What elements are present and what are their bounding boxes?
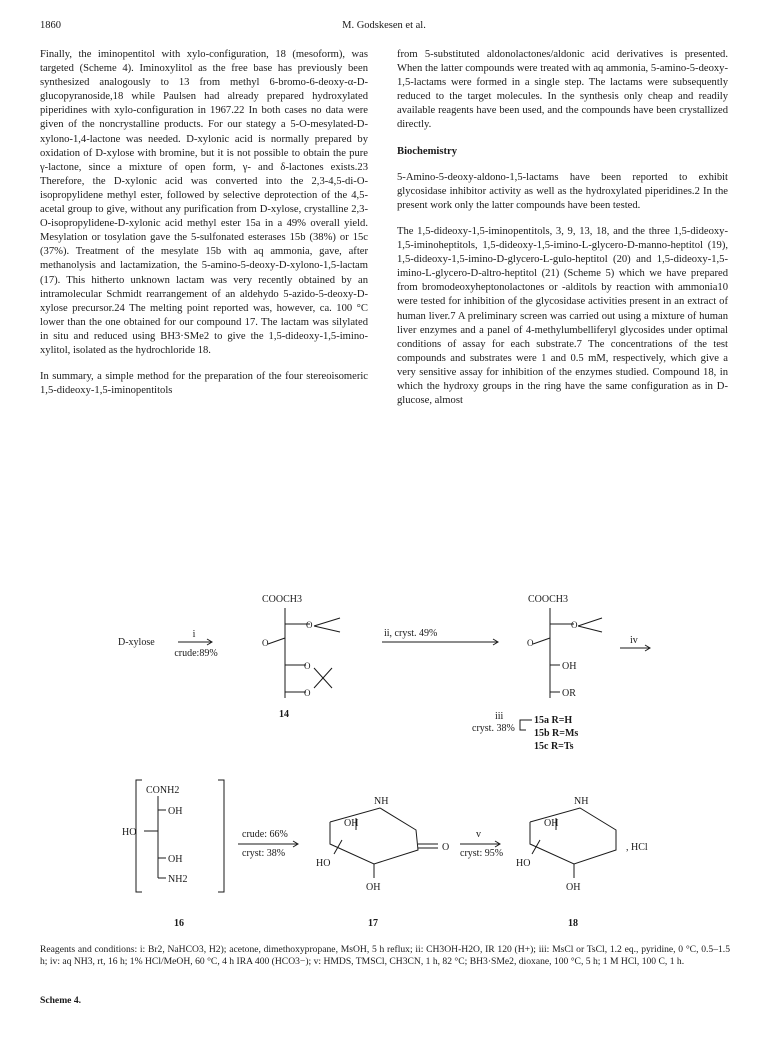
ester-group-15: COOCH3 — [528, 594, 569, 605]
ring-oxygen-14b: O — [262, 638, 269, 648]
ring-oxygen-14c: O — [304, 661, 311, 671]
nh2-16: NH2 — [168, 874, 188, 885]
ho-16: HO — [122, 827, 137, 838]
ring-oxygen-14a: O — [306, 620, 313, 630]
step-i-label: i — [192, 629, 196, 640]
scheme-caption — [40, 944, 730, 968]
compound-16-number: 16 — [174, 918, 184, 929]
ester-group-14: COOCH3 — [262, 594, 303, 605]
step-i-yield: crude:89% — [174, 648, 218, 659]
step-iv-label: iv — [630, 635, 638, 646]
amide-group-16: CONH2 — [146, 785, 180, 796]
oh-16-upper: OH — [168, 806, 183, 817]
step-iii-label: iii — [495, 711, 504, 722]
right-column — [397, 48, 728, 420]
or-label-15: OR — [562, 688, 576, 699]
oh-17-bottom: OH — [366, 882, 381, 893]
running-head: M. Godskesen et al. — [342, 20, 426, 31]
ring-oxygen-15a: O — [571, 620, 578, 630]
oh-18-bottom: OH — [566, 882, 581, 893]
ring-ho-18: HO — [516, 858, 531, 869]
nh-17: NH — [374, 796, 389, 807]
compound-15a: 15a R=H — [534, 715, 573, 726]
ring-oh-18: OH — [544, 818, 559, 829]
compound-17-number: 17 — [368, 918, 378, 929]
step-v-label: v — [476, 829, 481, 840]
compound-14-number: 14 — [279, 709, 289, 720]
right-paragraph-2: 5-Amino-5-deoxy-aldono-1,5-lactams have been reported to exhibit glycosidase inhibitor activity as well as the hydroxylated piperidines.2 In the present work only the latter compounds have been tested. — [397, 171, 728, 211]
section-heading-biochemistry: Biochemistry — [397, 145, 458, 157]
arrow-cryst-yield: cryst: 38% — [242, 848, 286, 859]
left-column — [40, 48, 368, 410]
right-paragraph-3: The 1,5-dideoxy-1,5-iminopentitols, 3, 9, 13, 18, and the three 1,5-dideoxy-1,5-iminoheptitols, 1,5-dideoxy-1,5-imino-L-glycero-D-manno-heptitol (19), 1,5-dideoxy-1,5-imino-D-glycero-L-gulo-heptitol (20) and 1,5-dideoxy-1,5-imino-L-glycero-D-altro-heptitol (21) (Scheme 5) which we have prepared from bromodeoxyheptonolactones or -alditols by reaction with ammonia10 were tested for inhibition of the glycosidase activities present in an extract of human liver.7 A preliminary screen was carried out using a mixture of human liver enzymes and a panel of 4-methylumbelliferyl glycosides under optimal conditions of assay for each substrate.7 The concentrations of the test compounds and substrates were 1 and 0.5 mM, respectively, which give a very sensitive assay for inhibition of the enzymes studied. Compound 18, in which the hydroxy groups in the ring have the same configuration as in D-glucose, almost — [397, 225, 728, 407]
right-paragraph-1: from 5-substituted aldonolactones/aldonic acid derivatives is presented. When the latter compounds were treated with aq ammonia, 5-amino-5-deoxy-1,5-lactams were formed in a single step. The lactams were subsequently reduced to the target molecules. In the synthesis only cheap and readily available reagents have been used, and the compounds have been crystallized directly. — [397, 49, 728, 131]
left-paragraph-1: Finally, the iminopentitol with xylo-configuration, 18 (mesoform), was targeted (Scheme 4). Iminoxylitol as the free base has previously been synthesized analogously to 13 from methyl 6-bromo-6-deoxy-α-D-glucopyranoside,18 while Paulsen had already prepared hydroxylated piperidines with xylo-configuration in 1967.22 In both cases no data were given of the noncrystalline products. For our stategy a 5-O-mesylated-D-xylono-1,4-lactone was needed. D-xylonic acid is normally prepared by oxidation of D-xylose with bromine, but it is not possible to obtain the pure γ-lactone, since a mixture of open form, γ- and δ-lactones exists.23 Therefore, the D-xylonic acid was converted into the 2,3-4,5-di-O-isopropylidene methyl ester, followed by selective deprotection of the 4,5-acetal group to give, without any purification from D-xylose, crystalline 2,3-O-isopropylidene-D-xylonic acid methyl ester 15a in a 49% overall yield. Mesylation or tosylation gave the 5-sulfonated esterases 15b (38%) or 15c (37%). Treatment of the mesylate 15b with aq ammonia, gave, after methanolysis and lactamization, the 5-amino-5-deoxy-D-xylono-1,5-lactam (17). This hitherto unknown lactam was very recently obtained by an intramolecular Schmidt rearrangement of an aldehydo 5-azido-5-deoxy-D-xylose precursor.24 The melting point reported was, however, ca. 100 °C lower than the one obtained for our compound 17. The lactam was silylated in situ and reduced using BH3·SMe2 to give the 1,5-dideoxy-1,5-imino-xylitol, isolated as the hydrochloride 18. — [40, 49, 368, 356]
arrow-crude-yield: crude: 66% — [242, 829, 288, 840]
oh-label-15: OH — [562, 661, 577, 672]
start-compound-label: D-xylose — [118, 637, 155, 648]
step-ii-label: ii, cryst. 49% — [384, 628, 438, 639]
oh-16-lower: OH — [168, 854, 183, 865]
step-v-yield: cryst: 95% — [460, 848, 504, 859]
step-iii-yield: cryst. 38% — [472, 723, 515, 734]
ring-oh-17: OH — [344, 818, 359, 829]
carbonyl-oxygen-17: O — [442, 842, 450, 853]
left-paragraph-2: In summary, a simple method for the preparation of the four stereoisomeric 1,5-dideoxy-1,5-iminopentitols — [40, 371, 368, 397]
compound-15b: 15b R=Ms — [534, 728, 579, 739]
caption-text: Reagents and conditions: i: Br2, NaHCO3, H2); acetone, dimethoxypropane, MsOH, 5 h reflux; ii: CH3OH-H2O, IR 120 (H+); iii: MsCl or TsCl, 1.2 eq., pyridine, 0 °C, 0.5–1.5 h; iv: aq NH3, rt, 16 h; 1% HCl/MeOH, 60 °C, 4 h IRA 400 (HCO3−); v: HMDS, TMSCl, CH3CN, 1 h, 82 °C; BH3·SMe2, dioxane, 100 °C, 5 h; 1 M HCl, 100 C, 1 h. — [40, 944, 730, 968]
ring-oxygen-14d: O — [304, 688, 311, 698]
compound-15c: 15c R=Ts — [534, 741, 574, 752]
page-number: 1860 — [40, 20, 61, 31]
compound-18-number: 18 — [568, 918, 578, 929]
ring-oxygen-15b: O — [527, 638, 534, 648]
nh-18: NH — [574, 796, 589, 807]
reaction-scheme — [40, 588, 730, 988]
page-header — [40, 20, 728, 36]
scheme-title: Scheme 4. — [40, 995, 82, 1006]
hcl-salt-label: , HCl — [626, 842, 648, 853]
ring-ho-17: HO — [316, 858, 331, 869]
scheme-drawing — [40, 588, 730, 948]
